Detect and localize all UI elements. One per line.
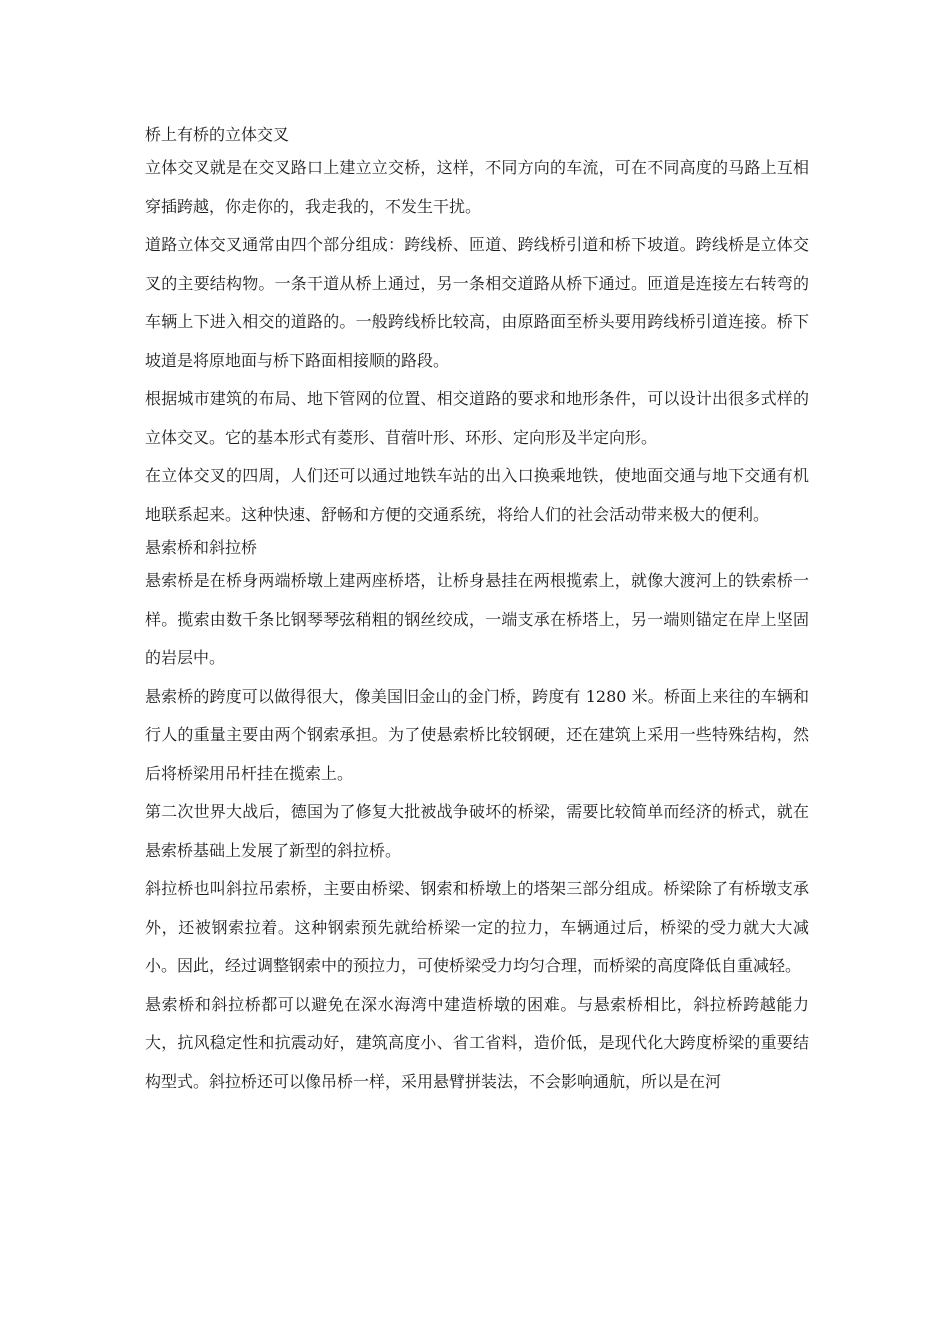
paragraph: 道路立体交叉通常由四个部分组成：跨线桥、匝道、跨线桥引道和桥下坡道。跨线桥是立体交叉的主要结构物。一条干道从桥上通过，另一条相交道路从桥下通过。匝道是连接左右转弯的车辆上下进入相交的道路的。一般跨线桥比较高，由原路面至桥头要用跨线桥引道连接。桥下坡道是将原地面与桥下路面相接顺的路段。	[145, 235, 809, 370]
paragraph: 立体交叉就是在交叉路口上建立立交桥，这样，不同方向的车流，可在不同高度的马路上互相穿插跨越，你走你的，我走我的，不发生干扰。	[145, 158, 809, 216]
paragraph: 悬索桥和斜拉桥都可以避免在深水海湾中建造桥墩的困难。与悬索桥相比，斜拉桥跨越能力大，抗风稳定性和抗震动好，建筑高度小、省工省料，造价低，是现代化大跨度桥梁的重要结构型式。斜拉桥还可以像吊桥一样，采用悬臂拼装法，不会影响通航，所以是在河	[145, 994, 809, 1091]
section-title-bridges: 悬索桥和斜拉桥	[145, 538, 258, 557]
paragraph: 在立体交叉的四周，人们还可以通过地铁车站的出入口换乘地铁，使地面交通与地下交通有机地联系起来。这种快速、舒畅和方便的交通系统，将给人们的社会活动带来极大的便利。	[145, 466, 809, 524]
paragraph: 斜拉桥也叫斜拉吊索桥，主要由桥梁、钢索和桥墩上的塔架三部分组成。桥梁除了有桥墩支承外，还被钢索拉着。这种钢索预先就给桥梁一定的拉力，车辆通过后，桥梁的受力就大大减小。因此，经过调整钢索中的预拉力，可使桥梁受力均匀合理，而桥梁的高度降低自重减轻。	[145, 879, 809, 975]
paragraph: 悬索桥是在桥身两端桥墩上建两座桥塔，让桥身悬挂在两根揽索上，就像大渡河上的铁索桥一样。揽索由数千条比钢琴琴弦稍粗的钢丝绞成，一端支承在桥塔上，另一端则锚定在岸上坚固的岩层中。	[145, 571, 809, 667]
paragraph: 第二次世界大战后，德国为了修复大批被战争破坏的桥梁，需要比较简单而经济的桥式，就在悬索桥基础上发展了新型的斜拉桥。	[145, 802, 809, 860]
paragraph: 悬索桥的跨度可以做得很大，像美国旧金山的金门桥，跨度有 1280 米。桥面上来往的车辆和行人的重量主要由两个钢索承担。为了使悬索桥比较钢硬，还在建筑上采用一些特殊结构，然后将桥梁用吊杆挂在揽索上。	[145, 686, 809, 783]
document-body	[145, 121, 809, 1101]
paragraph: 根据城市建筑的布局、地下管网的位置、相交道路的要求和地形条件，可以设计出很多式样的立体交叉。它的基本形式有菱形、苜蓿叶形、环形、定向形及半定向形。	[145, 389, 809, 447]
section-title-interchange: 桥上有桥的立体交叉	[145, 125, 290, 144]
